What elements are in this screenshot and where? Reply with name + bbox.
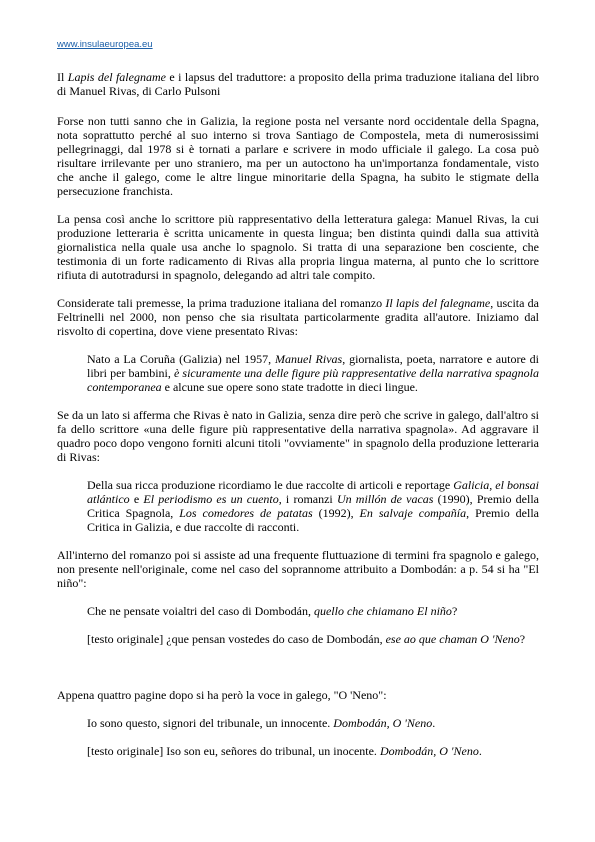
- paragraph-language: La pensa così anche lo scrittore più rappresentativo della letteratura galega: Manuel Rivas, la cui produzione letteraria è scritta unicamente in questa lingua; ben distinta quindi dalla sua attività giornalistica nella quale usa anche lo spagnolo. Si tratta di una separazione ben cosciente, che testimonia di un forte radicamento di Rivas alla propria lingua materna, al punto che lo scrittore rifiuta di autotradursi in spagnolo, delegando ad altri tale compito.: [57, 212, 539, 282]
- blockquote-translation: [87, 604, 539, 618]
- text-span: ?: [519, 632, 526, 646]
- emphasis-text: quello che chiamano El niño: [313, 604, 452, 618]
- text-span: , giornalista, poeta, narratore e autore di libri per bambini,: [87, 352, 539, 380]
- site-link[interactable]: www.insulaeuropea.eu: [57, 39, 153, 50]
- text-span: Della sua ricca produzione ricordiamo le due raccolte di articoli e reportage: [87, 478, 454, 492]
- blockquote-cover-blurb: [87, 352, 539, 394]
- emphasis-text: ese ao que chaman O 'Neno: [385, 632, 520, 646]
- author-name: Manuel Rivas: [275, 352, 343, 366]
- paragraph-fluctuation: All'interno del romanzo poi si assiste ad una frequente fluttuazione di termini fra spagnolo e galego, non presente nell'originale, come nel caso del soprannome attribuito a Dombodán: a p. 54 si ha "El niño":: [57, 548, 539, 590]
- blockquote-original: [87, 632, 539, 646]
- text-span: Che ne pensate voialtri del caso di Dombodán,: [87, 604, 314, 618]
- blockquote-works: [87, 478, 539, 534]
- title-text: Il: [57, 70, 68, 84]
- text-span: .: [478, 744, 482, 758]
- paragraph-four-pages: Appena quattro pagine dopo si ha però la voce in galego, "O 'Neno":: [57, 688, 387, 702]
- text-span: , uscita da Feltrinelli nel 2000, non penso che sia risultata particolarmente gradita all'autore. Iniziamo dal risvolto di copertina, dove viene presentato Rivas:: [57, 296, 539, 338]
- book-title: Un millón de vacas: [336, 492, 434, 506]
- emphasis-text: Dombodán, O 'Neno: [333, 716, 433, 730]
- title-work: Lapis del falegname: [67, 70, 166, 84]
- text-span: ?: [451, 604, 458, 618]
- paragraph-contradiction: Se da un lato si afferma che Rivas è nato in Galizia, senza dire però che scrive in galego, dall'altro si fa dello scrittore «una delle figure più rappresentative della narrativa spagnola». Ad aggravare il quadro poco dopo vengono forniti alcuni titoli "ovviamente" in spagnolo della produzione letteraria di Rivas:: [57, 408, 539, 464]
- spacer: [57, 646, 539, 688]
- title-text-rest: e i lapsus del traduttore: a proposito della prima traduzione italiana del libro di Manuel Rivas, di Carlo Pulsoni: [57, 70, 539, 98]
- text-span: Nato a La Coruña (Galizia) nel 1957,: [87, 352, 276, 366]
- text-span: .: [432, 716, 436, 730]
- article-title: [57, 70, 539, 98]
- blockquote-translation-2: [87, 716, 539, 730]
- blockquote-original-2: [87, 744, 539, 758]
- text-span: Io sono questo, signori del tribunale, un innocente.: [87, 716, 334, 730]
- paragraph-intro: Forse non tutti sanno che in Galizia, la regione posta nel versante nord occidentale della Spagna, nota soprattutto perché al suo interno si trova Santiago de Compostela, meta di numerosissimi pellegrinaggi, dal 1978 si è tornati a parlare e scrivere in modo ufficiale il galego. La cosa può risultare irrilevante per uno straniero, ma per un autoctono ha un'importanza fondamentale, visto che anche il galego, come le altre lingue minoritarie della Spagna, ha subito le stigmate della persecuzione franchista.: [57, 114, 539, 198]
- text-span: e: [129, 492, 144, 506]
- text-span: Considerate tali premesse, la prima traduzione italiana del romanzo: [57, 296, 386, 310]
- book-title: En salvaje compañía: [359, 506, 467, 520]
- book-title: Galicia, el bonsai atlántico: [87, 478, 539, 506]
- text-span: , Premio della Critica in Galizia, e due raccolte di racconti.: [87, 506, 539, 534]
- text-span: (1992),: [312, 506, 360, 520]
- text-span: , i romanzi: [278, 492, 337, 506]
- emphasis-text: è sicuramente una delle figure più rappresentative della narrativa spagnola contemporanea: [87, 366, 539, 394]
- text-span: e alcune sue opere sono state tradotte in dieci lingue.: [161, 380, 418, 394]
- book-title: El periodismo es un cuento: [143, 492, 279, 506]
- text-span: (1990), Premio della Critica Spagnola,: [87, 492, 540, 520]
- emphasis-text: Dombodán, O 'Neno: [379, 744, 479, 758]
- text-span: [testo originale] ¿que pensan vostedes do caso de Dombodán,: [87, 632, 386, 646]
- text-span: [testo originale] Iso son eu, señores do tribunal, un inocente.: [87, 744, 380, 758]
- paragraph-premises: [57, 296, 539, 338]
- book-title: Il lapis del falegname: [385, 296, 491, 310]
- book-title: Los comedores de patatas: [179, 506, 313, 520]
- article-body: [57, 70, 539, 758]
